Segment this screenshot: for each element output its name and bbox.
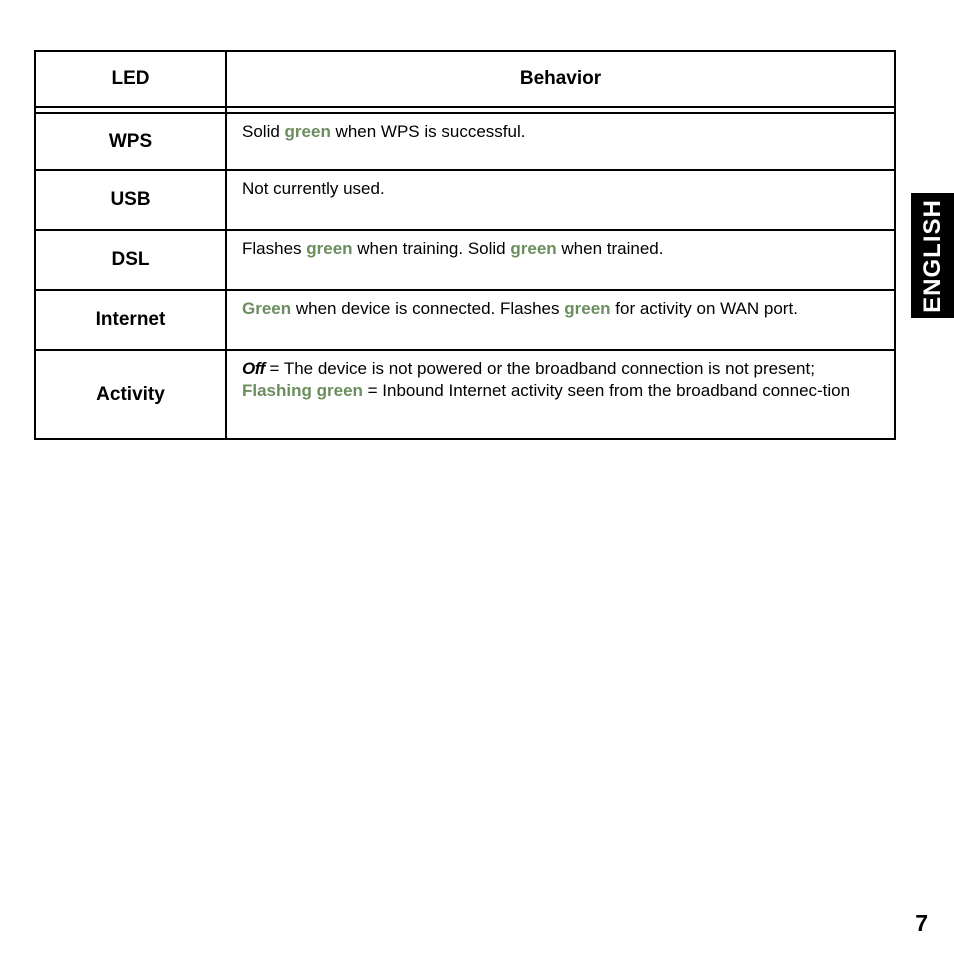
table-header-row: [35, 51, 895, 107]
led-behavior-table: [34, 50, 896, 440]
led-name-dsl: DSL: [35, 230, 226, 290]
header-led: LED: [35, 51, 226, 107]
page-number: 7: [915, 910, 928, 936]
table-row: [35, 290, 895, 350]
led-name-internet: Internet: [35, 290, 226, 350]
table-row: [35, 230, 895, 290]
table-row: [35, 113, 895, 170]
language-label: ENGLISH: [918, 198, 946, 313]
led-name-usb: USB: [35, 170, 226, 230]
behavior-internet: Green when device is connected. Flashes green for activity on WAN port.: [226, 290, 895, 350]
behavior-wps: Solid green when WPS is successful.: [226, 113, 895, 170]
behavior-dsl: Flashes green when training. Solid green when trained.: [226, 230, 895, 290]
behavior-usb: Not currently used.: [226, 170, 895, 230]
table-row: [35, 350, 895, 439]
led-name-activity: Activity: [35, 350, 226, 439]
led-name-wps: WPS: [35, 113, 226, 170]
header-behavior: Behavior: [226, 51, 895, 107]
behavior-activity: Off = The device is not powered or the broadband connection is not present; Flashing green = Inbound Internet activity seen from the broadband connec-tion: [226, 350, 895, 439]
language-side-tab: [911, 193, 954, 318]
table-row: [35, 170, 895, 230]
